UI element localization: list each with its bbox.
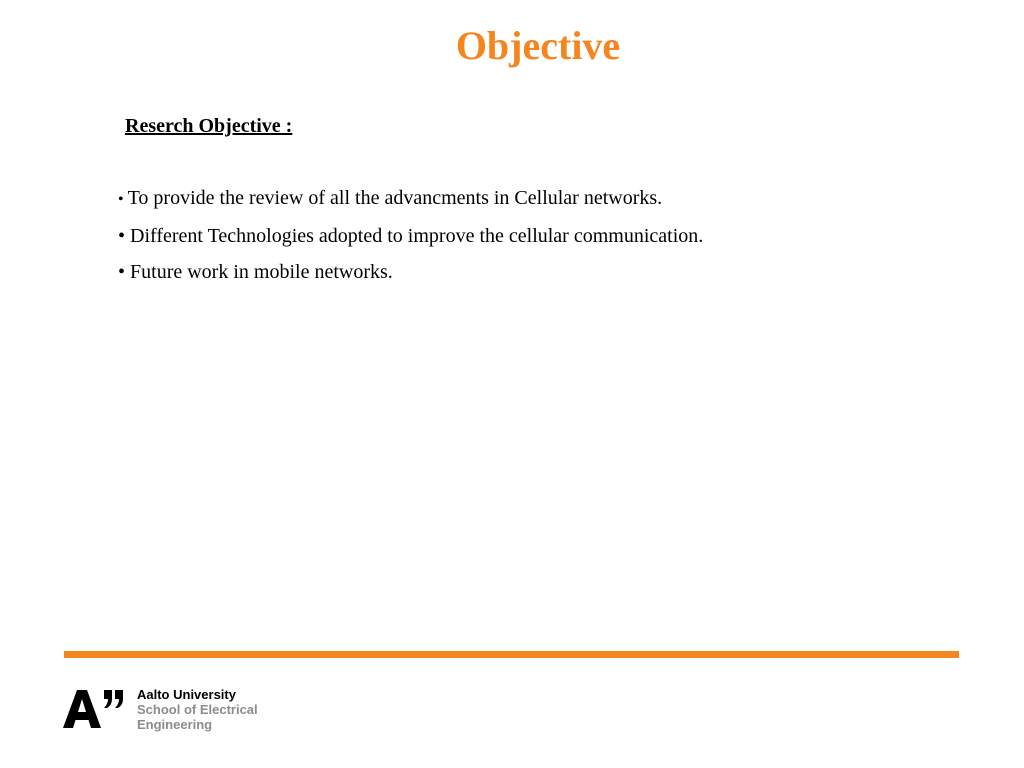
bullet-text: Different Technologies adopted to improve the cellular communication. — [130, 225, 704, 247]
logo-wordmark — [137, 687, 258, 732]
list-item — [118, 254, 703, 290]
logo-school-name: School of Electrical — [137, 702, 258, 717]
bullet-text: Future work in mobile networks. — [130, 261, 393, 283]
bullet-icon: • — [118, 191, 124, 208]
footer-divider — [64, 651, 959, 658]
bullet-icon: • — [118, 225, 126, 247]
logo-university-name: Aalto University — [137, 687, 236, 702]
aalto-logo-icon — [63, 688, 125, 730]
subheading: Reserch Objective : — [125, 115, 293, 137]
logo-school-name-continued: Engineering — [137, 717, 213, 732]
bullet-list — [118, 180, 703, 290]
slide-title: Objective — [455, 23, 621, 68]
bullet-text: To provide the review of all the advancments in Cellular networks. — [127, 187, 663, 209]
list-item — [118, 218, 703, 254]
list-item — [118, 180, 703, 218]
bullet-icon: • — [118, 261, 126, 283]
